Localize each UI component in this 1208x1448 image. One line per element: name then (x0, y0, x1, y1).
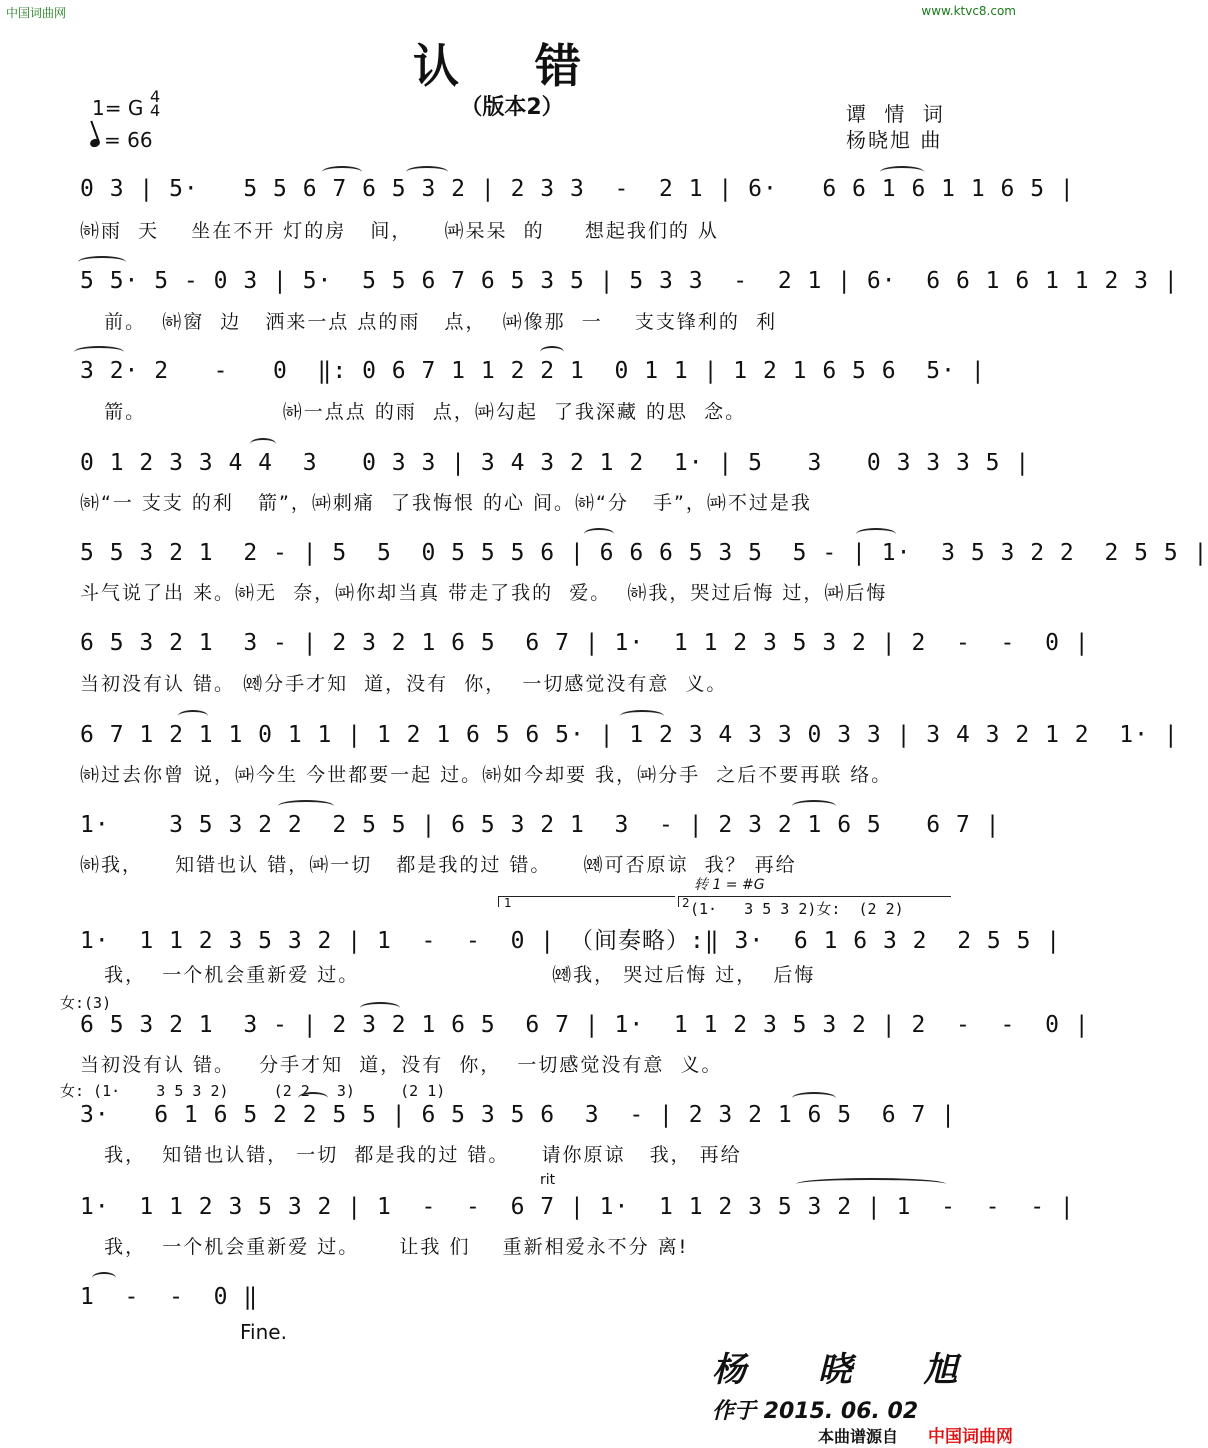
key-signature: 1= G (92, 96, 144, 120)
tie-slur (178, 710, 208, 722)
tie-slur (792, 800, 836, 812)
score-notes-line-10: 6 5 3 2 1 3 - | 2 3 2 1 6 5 6 7 | 1· 1 1 2 3 5 3 2 | 2 - - 0 | (80, 1012, 1090, 1038)
second-ending-number: 2 (682, 896, 690, 910)
score-notes-line-5: 5 5 3 2 1 2 - | 5 5 0 5 5 5 6 | 6 6 6 5 3 5 5 - | 1· 3 5 3 2 2 2 5 5 | (80, 540, 1208, 566)
first-ending-number: 1 (504, 896, 512, 910)
tie-slur (880, 166, 924, 178)
first-ending-bracket (498, 896, 675, 907)
score-lyrics-line-1: ㈛雨 天 坐在不开 灯的房 间， ㈚呆呆 的 想起我们的 从 (80, 220, 719, 242)
harmony-annotation-2: 女:(3) (60, 994, 112, 1012)
score-notes-line-7: 6 7 1 2 1 1 0 1 1 | 1 2 1 6 5 6 5· | 1 2 3 4 3 3 0 3 3 | 3 4 3 2 1 2 1· | (80, 722, 1179, 748)
score-notes-line-11: 3· 6 1 6 5 2 2 5 5 | 6 5 3 5 6 3 - | 2 3 2 1 6 5 6 7 | (80, 1102, 956, 1128)
tempo-marking (90, 128, 153, 152)
harmony-annotation-3: 女: (1· 3 5 3 2) (2 2 3) (2 1) (60, 1082, 446, 1100)
score-notes-line-2: 5 5· 5 - 0 3 | 5· 5 5 6 7 6 5 3 5 | 5 3 3 - 2 1 | 6· 6 6 1 6 1 1 2 3 | (80, 268, 1179, 294)
tie-slur (92, 1272, 116, 1284)
tie-slur (620, 710, 664, 722)
score-lyrics-line-10: 当初没有认 错。 分手才知 道，没有 你， 一切感觉没有意 义。 (80, 1054, 723, 1076)
tie-slur (540, 346, 564, 358)
score-notes-line-6: 6 5 3 2 1 3 - | 2 3 2 1 6 5 6 7 | 1· 1 1 2 3 5 3 2 | 2 - - 0 | (80, 630, 1090, 656)
song-title: 认 错 (412, 39, 611, 93)
tie-slur (796, 1178, 946, 1190)
tie-slur (74, 346, 124, 358)
tie-slur (584, 528, 614, 540)
tie-slur (250, 438, 276, 450)
time-signature-bottom: 4 (150, 101, 161, 120)
signature-name: 杨 晓 旭 (712, 1350, 988, 1390)
tie-slur (278, 800, 334, 812)
tie-slur (298, 1092, 328, 1104)
tempo-value: = 66 (104, 128, 153, 152)
score-lyrics-line-2: 前。 ㈛窗 边 洒来一点 点的雨 点， ㈚像那 一 支支锋利的 利 (80, 311, 777, 333)
score-lyrics-line-4: ㈛“一 支支 的利 箭”，㈚刺痛 了我悔恨 的心 间。㈛“分 手”，㈚不过是我 (80, 492, 812, 514)
score-lyrics-line-12: 我， 一个机会重新爱 过。 让我 们 重新相爱永不分 离! (80, 1236, 689, 1258)
score-notes-line-1: 0 3 | 5· 5 5 6 7 6 5 3 2 | 2 3 3 - 2 1 | 6· 6 6 1 6 1 1 6 5 | (80, 176, 1075, 202)
score-notes-line-8: 1· 3 5 3 2 2 2 5 5 | 6 5 3 2 1 3 - | 2 3 2 1 6 5 6 7 | (80, 812, 1001, 838)
score-notes-line-3: 3 2· 2 - 0 ‖: 0 6 7 1 1 2 2 1 0 1 1 | 1 2 1 6 5 6 5· | (80, 358, 986, 384)
tie-slur (360, 1002, 400, 1014)
score-lyrics-line-8: ㈛我， 知错也认 错，㈚一切 都是我的过 错。 ㈝可否原谅 我？ 再给 (80, 854, 797, 876)
fine-marking: Fine. (240, 1320, 287, 1344)
site-url-right[interactable]: www.ktvc8.com (921, 4, 1016, 18)
quarter-note-icon (89, 138, 101, 149)
tie-slur (792, 1092, 836, 1104)
tie-slur (78, 256, 126, 268)
tie-slur (856, 528, 896, 540)
score-lyrics-line-7: ㈛过去你曾 说，㈚今生 今世都要一起 过。㈛如今却要 我，㈚分手 之后不要再联 络。 (80, 764, 893, 786)
tie-slur (322, 166, 362, 178)
ritardando-marking: rit (540, 1172, 556, 1188)
lyricist-credit: 谭 情 词 (846, 102, 949, 126)
song-version: （版本2） (460, 95, 564, 120)
score-notes-line-4: 0 1 2 3 3 4 4 3 0 3 3 | 3 4 3 2 1 2 1· | 5 3 0 3 3 3 5 | (80, 450, 1031, 476)
score-notes-line-12: 1· 1 1 2 3 5 3 2 | 1 - - 6 7 | 1· 1 1 2 3 5 3 2 | 1 - - - | (80, 1194, 1075, 1220)
site-logo-left[interactable]: 中国词曲网 (6, 6, 67, 20)
time-signature (150, 87, 161, 120)
footer-source-label: 本曲谱源自 (818, 1427, 899, 1446)
score-notes-line-9: 1· 1 1 2 3 5 3 2 | 1 - - 0 | （间奏略）:‖ 3· 6 1 6 3 2 2 5 5 | (80, 928, 1062, 954)
score-notes-line-13: 1 - - 0 ‖ (80, 1284, 259, 1310)
modulation-marking: 转 1 = #G (694, 877, 765, 893)
footer-source-brand[interactable]: 中国词曲网 (928, 1427, 1013, 1447)
score-lyrics-line-9: 我， 一个机会重新爱 过。 ㈝我， 哭过后悔 过， 后悔 (80, 964, 816, 986)
tie-slur (406, 166, 448, 178)
score-lyrics-line-11: 我， 知错也认错， 一切 都是我的过 错。 请你原谅 我， 再给 (80, 1144, 742, 1166)
signature-date: 作于 2015. 06. 02 (712, 1399, 919, 1424)
score-lyrics-line-3: 箭。 ㈛一点点 的雨 点，㈚勾起 了我深藏 的思 念。 (80, 401, 747, 423)
harmony-annotation-1: (1· 3 5 3 2)女: (2 2) (690, 900, 904, 918)
score-lyrics-line-6: 当初没有认 错。 ㈝分手才知 道，没有 你， 一切感觉没有意 义。 (80, 673, 728, 695)
composer-credit: 杨晓旭 曲 (846, 128, 943, 152)
score-lyrics-line-5: 斗气说了出 来。㈛无 奈，㈚你却当真 带走了我的 爱。 ㈛我，哭过后悔 过，㈚后悔 (80, 582, 888, 604)
time-signature-top: 4 (150, 87, 161, 106)
